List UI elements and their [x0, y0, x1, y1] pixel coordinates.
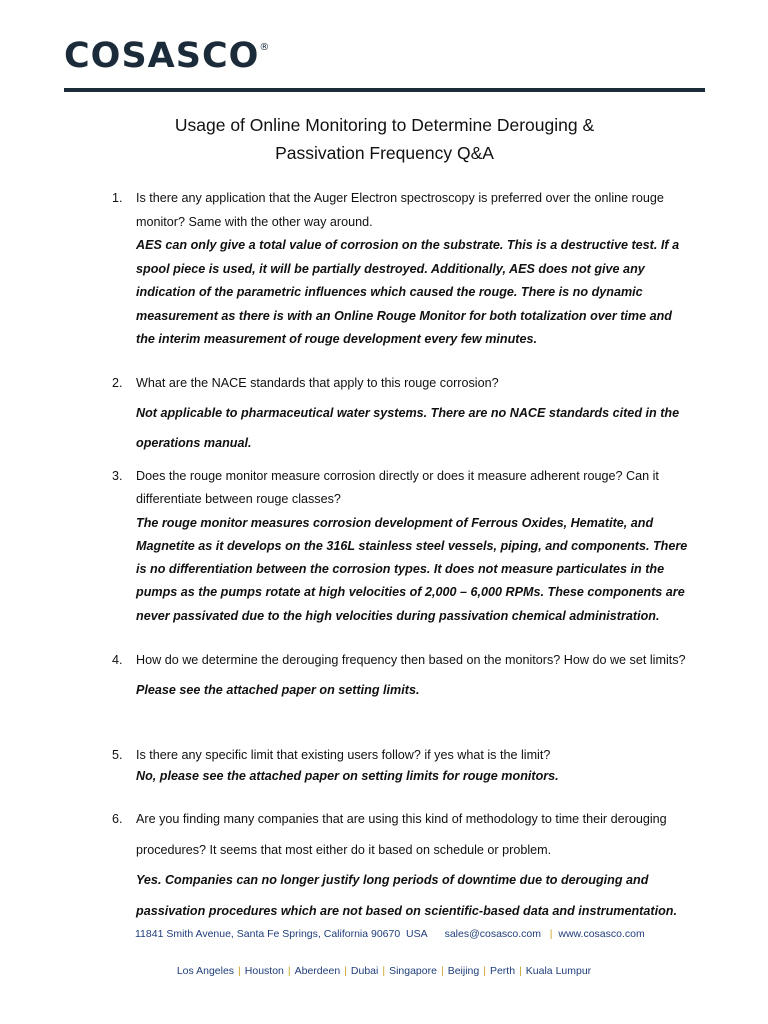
qa-number: 4.	[112, 653, 123, 667]
qa-item-2	[112, 368, 692, 458]
company-logo	[64, 36, 270, 76]
city-item: Singapore	[389, 965, 437, 977]
city-item: Los Angeles	[176, 965, 235, 977]
city-item: Houston	[244, 965, 284, 977]
question-text: Is there any application that the Auger Electron spectroscopy is preferred over the online rouge monitor? Same with the other way around.	[136, 191, 664, 229]
city-item: Kuala Lumpur	[525, 965, 592, 977]
answer-text: Not applicable to pharmaceutical water systems. There are no NACE standards cited in the operations manual.	[136, 406, 680, 450]
document-title	[64, 111, 705, 167]
qa-number: 5.	[112, 748, 123, 762]
registered-mark: ®	[259, 42, 271, 53]
qa-number: 1.	[112, 191, 123, 205]
qa-item-4	[112, 645, 692, 705]
footer-address: 11841 Smith Avenue, Santa Fe Springs, California 90670 USA	[135, 928, 428, 940]
question-text: How do we determine the derouging frequency then based on the monitors? How do we set limits?	[136, 653, 686, 667]
title-line-1: Usage of Online Monitoring to Determine Derouging &	[174, 115, 595, 135]
qa-number: 3.	[112, 469, 123, 483]
footer-email[interactable]: sales@cosasco.com	[444, 928, 542, 940]
footer-contact	[135, 928, 645, 940]
answer-text: No, please see the attached paper on setting limits for rouge monitors.	[136, 769, 559, 783]
header-rule	[64, 88, 705, 92]
question-text: What are the NACE standards that apply to this rouge corrosion?	[136, 376, 499, 390]
logo-text: COSASCO	[64, 36, 260, 76]
city-item: Aberdeen	[294, 965, 341, 977]
answer-text: AES can only give a total value of corrosion on the substrate. This is a destructive test. If a spool piece is used, it will be partially destroyed. Additionally, AES does not give any indication of the parametric influences which caused the rouge. There is no dynamic measurement as there is with an Online Rouge Monitor for both totalization over time and the interim measurement of rouge development every few minutes.	[136, 238, 680, 346]
city-item: Beijing	[447, 965, 480, 977]
question-text: Are you finding many companies that are using this kind of methodology to time their derouging procedures? It seems that most either do it based on schedule or problem.	[136, 812, 667, 857]
qa-item-6	[112, 804, 692, 926]
qa-number: 2.	[112, 376, 123, 390]
title-line-2: Passivation Frequency Q&A	[275, 143, 494, 163]
qa-item-3	[112, 465, 692, 628]
city-item: Dubai	[350, 965, 379, 977]
answer-text: Please see the attached paper on setting limits.	[136, 683, 420, 697]
footer-website[interactable]: www.cosasco.com	[558, 928, 645, 940]
question-text: Is there any specific limit that existing users follow? if yes what is the limit?	[136, 748, 551, 762]
answer-text: Yes. Companies can no longer justify long periods of downtime due to derouging and passivation procedures which are not based on scientific-based data and instrumentation.	[136, 873, 677, 918]
footer-cities: Los Angeles | Houston | Aberdeen | Dubai | Singapore | Beijing | Perth | Kuala Lumpur	[176, 965, 592, 977]
qa-number: 6.	[112, 812, 123, 826]
city-item: Perth	[489, 965, 516, 977]
qa-item-1	[112, 187, 692, 352]
footer-separator: |	[549, 928, 553, 940]
question-text: Does the rouge monitor measure corrosion directly or does it measure adherent rouge? Can it differentiate between rouge classes?	[136, 469, 659, 507]
answer-text: The rouge monitor measures corrosion development of Ferrous Oxides, Hematite, and Magnetite as it develops on the 316L stainless steel vessels, piping, and components. There is no differentiation between the corrosion types. It does not measure particulates in the pumps as the pumps rotate at high velocities of 2,000 – 6,000 RPMs. These components are never passivated due to the high velocities during passivation chemical administration.	[136, 515, 688, 623]
qa-item-5	[112, 745, 692, 787]
